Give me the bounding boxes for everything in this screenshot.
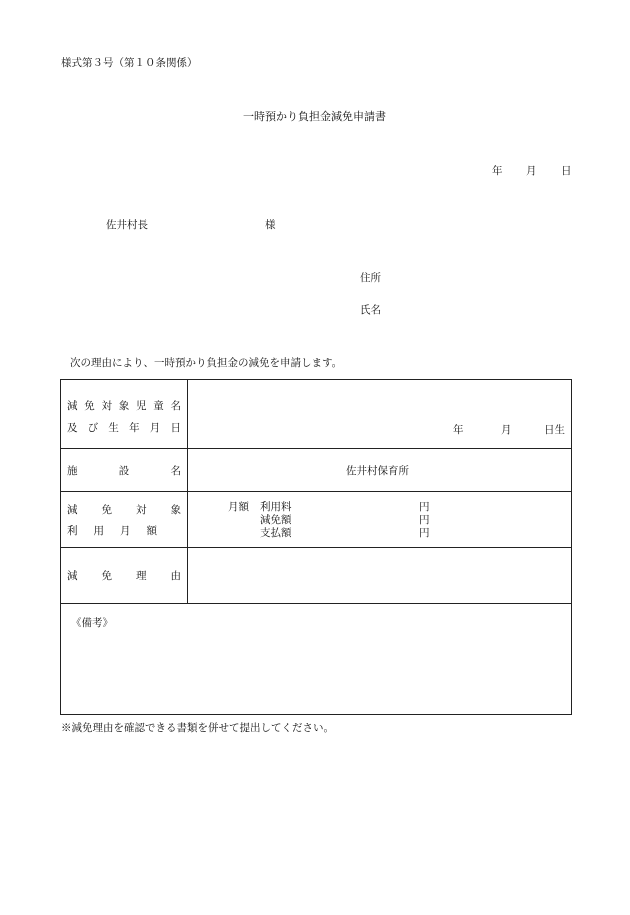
child-label-line2: 及 び 生 年 月 日 xyxy=(67,422,181,434)
monthly-prefix: 月額 xyxy=(228,501,249,513)
reason-label: 減 免 理 由 xyxy=(67,570,181,582)
reason-row xyxy=(61,547,571,604)
birth-year: 年 xyxy=(453,424,464,436)
date-year: 年 xyxy=(492,165,503,177)
payment-amount-label: 支払額 xyxy=(260,527,292,539)
footnote: ※減免理由を確認できる書類を併せて提出してください。 xyxy=(61,722,334,734)
name-label: 氏名 xyxy=(360,304,381,316)
remarks-row xyxy=(61,603,571,714)
monthly-label-line2: 利 用 月 額 xyxy=(67,525,157,537)
application-form-table xyxy=(60,379,572,715)
usage-fee-unit: 円 xyxy=(419,501,430,513)
reduction-amount-label: 減免額 xyxy=(260,514,292,526)
document-title: 一時預かり負担金減免申請書 xyxy=(243,110,386,123)
child-row xyxy=(61,380,571,449)
date-month: 月 xyxy=(526,165,537,177)
monthly-label-line1: 減 免 対 象 xyxy=(67,504,181,516)
intro-text: 次の理由により、一時預かり負担金の減免を申請します。 xyxy=(70,357,343,369)
form-number: 様式第３号（第１０条関係） xyxy=(61,57,198,69)
remarks-label: 《備考》 xyxy=(71,617,113,629)
address-label: 住所 xyxy=(360,272,381,284)
monthly-amount-row xyxy=(61,491,571,548)
child-label-line1: 減 免 対 象 児 童 名 xyxy=(67,400,181,412)
reduction-amount-unit: 円 xyxy=(419,514,430,526)
date-day: 日 xyxy=(561,165,572,177)
addressee-name: 佐井村長 xyxy=(106,219,148,231)
addressee-honorific: 様 xyxy=(265,219,276,231)
facility-label: 施 設 名 xyxy=(67,465,181,477)
birth-day: 日生 xyxy=(544,424,565,436)
facility-name: 佐井村保育所 xyxy=(346,465,409,477)
facility-row xyxy=(61,448,571,492)
birth-month: 月 xyxy=(501,424,512,436)
payment-amount-unit: 円 xyxy=(419,527,430,539)
usage-fee-label: 利用料 xyxy=(260,501,292,513)
